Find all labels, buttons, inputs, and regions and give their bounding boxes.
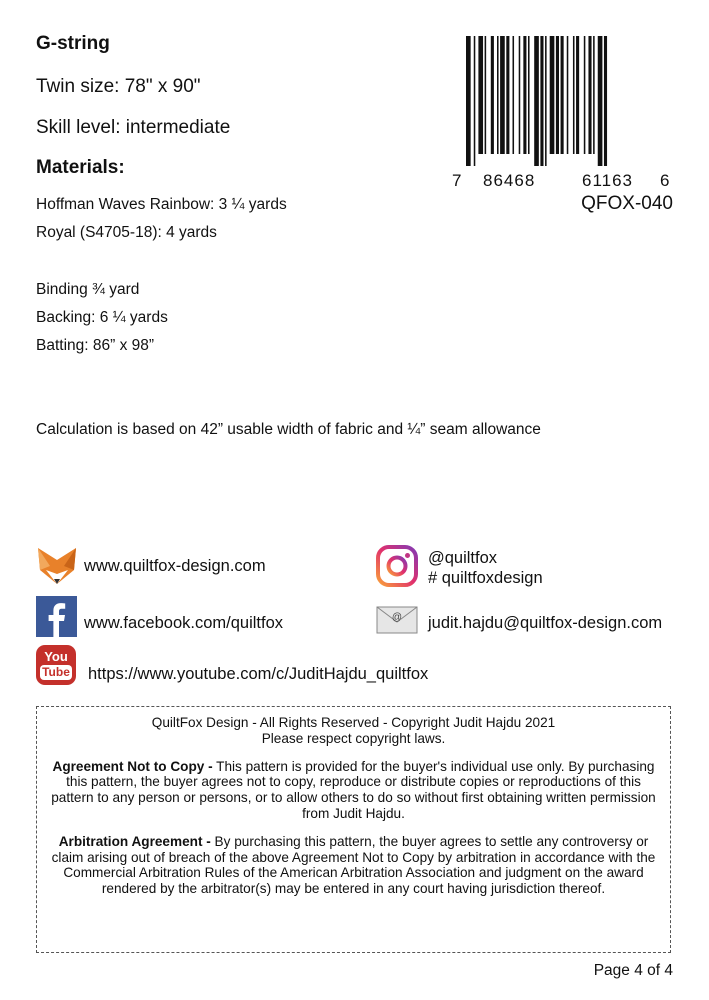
instagram-handle[interactable]: @quiltfox — [428, 549, 498, 567]
agreement-not-to-copy — [45, 759, 662, 822]
youtube-icon-text-top: You — [44, 649, 68, 664]
calculation-note: Calculation is based on 42” usable width of fabric and ¼” seam allowance — [36, 421, 541, 438]
barcode-bar — [573, 36, 575, 154]
barcode-bar — [540, 36, 543, 166]
skill-level: Skill level: intermediate — [36, 117, 231, 138]
instagram-icon — [376, 545, 418, 587]
quilt-size: Twin size: 78" x 90" — [36, 76, 201, 97]
copyright-notice-text — [45, 715, 662, 897]
barcode-bar — [485, 36, 487, 154]
barcode-bar — [528, 36, 530, 154]
material-item: Backing: 6 ¼ yards — [36, 309, 168, 326]
material-item: Hoffman Waves Rainbow: 3 ¼ yards — [36, 196, 287, 213]
barcode-bar — [478, 36, 483, 154]
barcode-digits-group2: 61163 — [582, 171, 634, 190]
product-code: QFOX-040 — [581, 193, 673, 214]
barcode-bar — [513, 36, 515, 154]
barcode-bar — [598, 36, 603, 166]
facebook-icon — [36, 596, 77, 637]
copyright-line: QuiltFox Design - All Rights Reserved - Copyright Judit Hajdu 2021 — [151, 715, 556, 730]
copyright-notice-box — [36, 706, 671, 953]
website-link[interactable]: www.quiltfox-design.com — [84, 557, 266, 575]
barcode-bar — [534, 36, 539, 166]
barcode-bar — [550, 36, 555, 154]
material-item: Royal (S4705-18): 4 yards — [36, 224, 217, 241]
arbitration-body: By purchasing this pattern, the buyer agrees to settle any controversy or claim arising out of breach of the above Agreement Not to Copy by arbitration in accordance with the Commercial Arbitration Rules of the American Arbitration Association and judgment on the award rendered by the arbitrator(s) may be entered in any court having jurisdiction thereof. — [51, 833, 656, 897]
barcode-digit-right: 6 — [660, 171, 670, 190]
youtube-link[interactable]: https://www.youtube.com/c/JuditHajdu_quiltfox — [88, 665, 429, 683]
youtube-icon — [36, 645, 76, 685]
respect-copyright-line: Please respect copyright laws. — [261, 730, 446, 746]
material-item: Binding ¾ yard — [36, 281, 140, 298]
youtube-icon-text-bottom: Tube — [40, 665, 72, 680]
barcode-bar — [506, 36, 509, 154]
barcode-bar — [584, 36, 586, 154]
barcode-bar — [593, 36, 595, 154]
barcode-bar — [588, 36, 591, 154]
barcode-bar — [466, 36, 471, 166]
barcode-digits-group1: 86468 — [483, 171, 536, 190]
email-link[interactable]: judit.hajdu@quiltfox-design.com — [428, 614, 663, 632]
barcode-bar — [576, 36, 579, 154]
barcode-image — [466, 36, 658, 166]
barcode-bar — [523, 36, 526, 154]
barcode-bar — [497, 36, 499, 154]
email-icon — [376, 606, 418, 634]
agreement-body: This pattern is provided for the buyer's individual use only. By purchasing this pattern, the buyer agrees not to copy, reproduce or distribute copies or reproductions of this pattern to any person or persons, or to allow others to do so without first obtaining written permission from Judit Hajdu. — [51, 758, 656, 821]
email-icon-symbol: @ — [391, 612, 403, 623]
facebook-link[interactable]: www.facebook.com/quiltfox — [84, 614, 284, 632]
material-item: Batting: 86” x 98” — [36, 337, 155, 354]
fox-logo-icon — [36, 546, 78, 586]
materials-heading: Materials: — [36, 157, 125, 178]
barcode-digit-left: 7 — [452, 171, 462, 190]
barcode-bar — [500, 36, 505, 154]
barcode-bar — [519, 36, 521, 154]
barcode-bar — [545, 36, 547, 166]
barcode-bar — [604, 36, 607, 166]
agreement-title: Agreement Not to Copy - — [52, 758, 213, 774]
barcode-bar — [474, 36, 476, 166]
pattern-title: G-string — [36, 33, 110, 54]
arbitration-title: Arbitration Agreement - — [58, 833, 211, 849]
page-number: Page 4 of 4 — [593, 962, 673, 979]
barcode-bar — [556, 36, 559, 154]
barcode-bar — [561, 36, 564, 154]
arbitration-agreement — [45, 834, 662, 897]
barcode-bar — [567, 36, 569, 154]
instagram-hashtag[interactable]: # quiltfoxdesign — [428, 569, 543, 587]
barcode-bar — [491, 36, 494, 154]
